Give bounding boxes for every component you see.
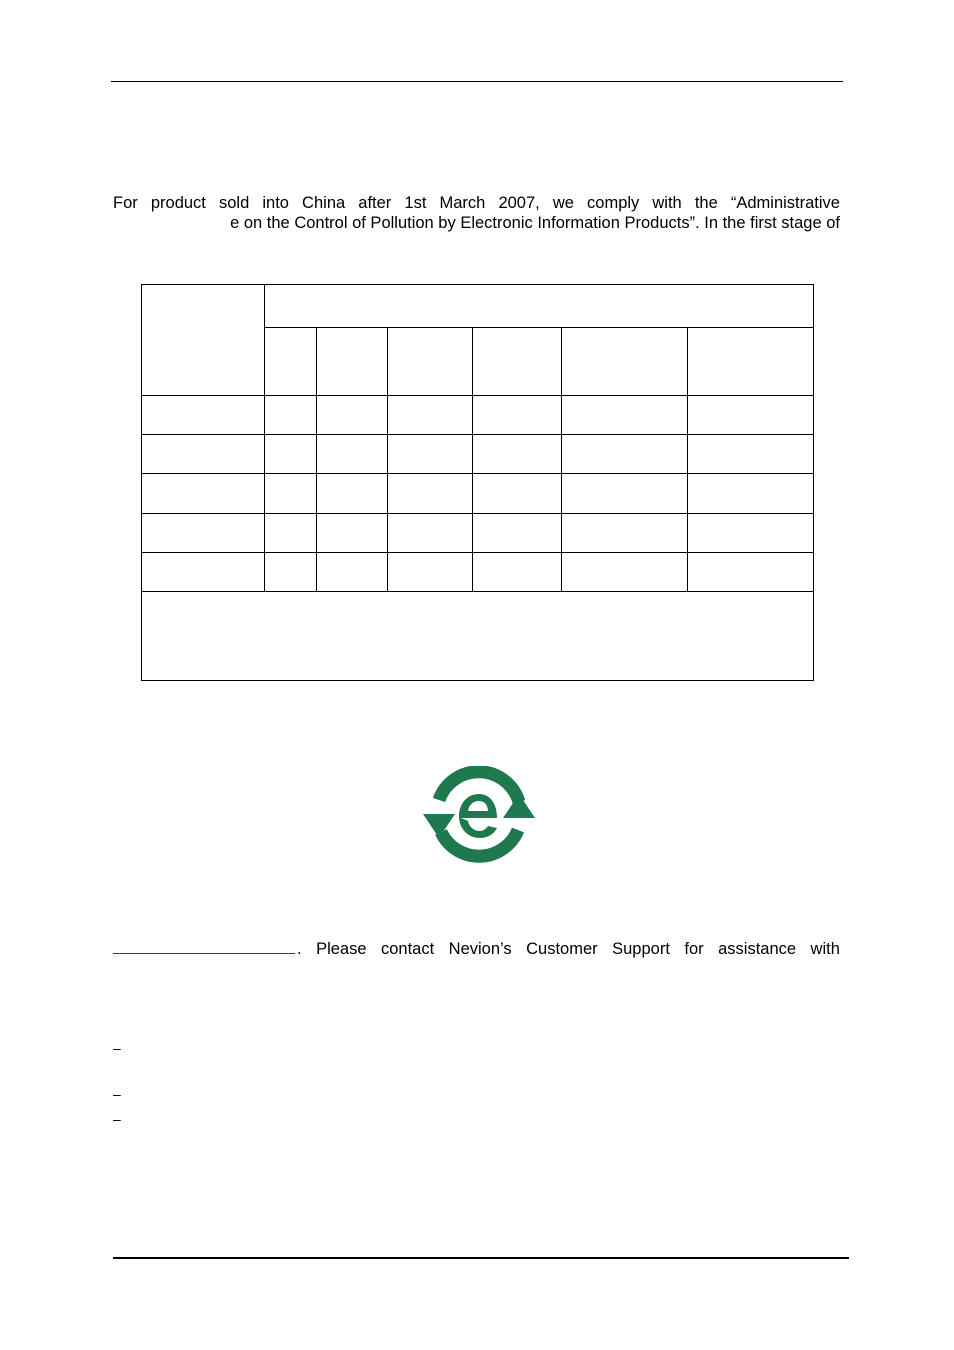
- table-footnote: [142, 592, 814, 681]
- list-bullet: –: [113, 1111, 121, 1127]
- header-rule: [111, 81, 843, 82]
- support-word: Please: [316, 940, 367, 958]
- support-word: assistance: [718, 940, 797, 958]
- intro-paragraph: [113, 193, 840, 233]
- support-word: Nevion’s: [448, 940, 512, 958]
- support-word: Customer: [526, 940, 598, 958]
- table-row: [142, 514, 814, 553]
- table-header-cell: [688, 328, 814, 396]
- support-word: with: [810, 940, 840, 958]
- table-header-cell: [317, 328, 388, 396]
- table-row: [142, 435, 814, 474]
- table-row: [142, 474, 814, 514]
- support-word: Support: [612, 940, 670, 958]
- intro-line-1: For product sold into China after 1st March 2007, we comply with the “Administrative: [113, 194, 840, 212]
- hazardous-substance-table: [141, 284, 814, 681]
- footer-rule: [113, 1257, 849, 1259]
- support-word: contact: [380, 940, 435, 958]
- table-header-cell: [473, 328, 562, 396]
- china-rohs-e-recycle-icon: [421, 766, 537, 866]
- intro-line-2: e on the Control of Pollution by Electronic Information Products”. In the first stage of: [230, 214, 840, 232]
- support-paragraph: [113, 935, 840, 959]
- list-bullet: –: [113, 1086, 121, 1102]
- support-text: .: [297, 940, 302, 958]
- list-bullet: –: [113, 1040, 121, 1056]
- support-link[interactable]: [113, 935, 295, 954]
- table-row: [142, 553, 814, 592]
- table-header-cell: [388, 328, 473, 396]
- support-word: for: [684, 940, 704, 958]
- table-header-cell: [265, 328, 317, 396]
- table-row: [142, 396, 814, 435]
- table-header-cell: [562, 328, 688, 396]
- table-header-part-name: [142, 285, 265, 396]
- table-header-substances: [265, 285, 814, 328]
